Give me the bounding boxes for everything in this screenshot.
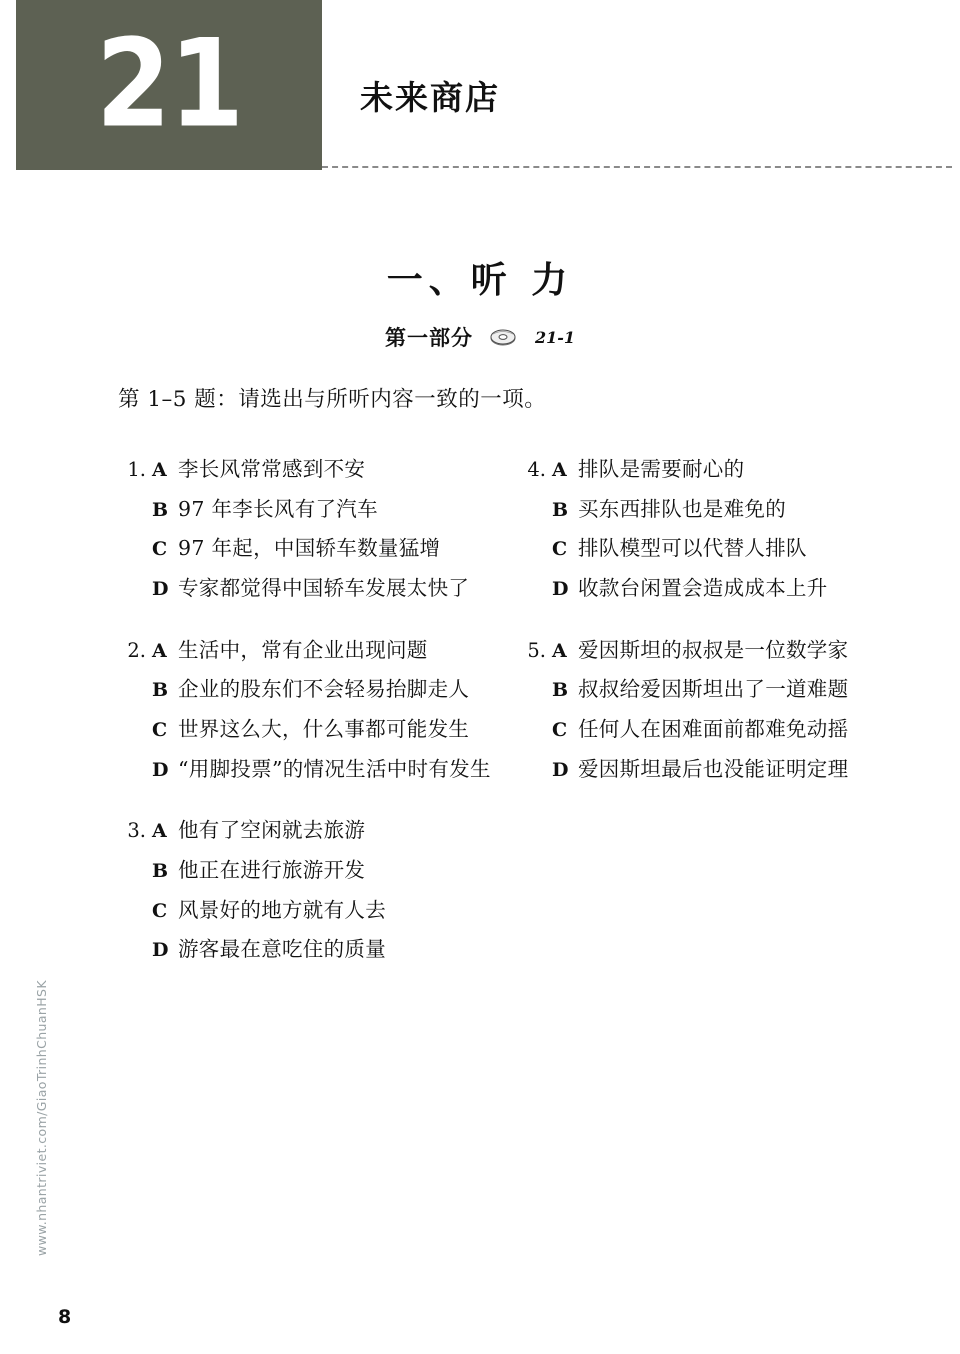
option-letter: B [152, 679, 169, 702]
option-letter: B [552, 679, 569, 702]
question-option-row [116, 756, 516, 784]
option-text: “用脚投票”的情况生活中时有发生 [178, 756, 491, 781]
question-option-row [116, 936, 516, 964]
question-item [516, 456, 916, 603]
option-letter: C [152, 719, 168, 742]
question-option-row [516, 756, 916, 784]
question-item [516, 637, 916, 784]
option-text: 世界这么大，什么事都可能发生 [178, 717, 470, 742]
question-option-row [116, 817, 516, 845]
option-text: 企业的股东们不会轻易抬脚走人 [178, 677, 470, 702]
question-column-right [516, 456, 916, 817]
option-text: 买东西排队也是难免的 [578, 496, 786, 521]
option-letter: D [552, 758, 569, 781]
option-letter: A [152, 820, 167, 843]
header-dashed-divider [322, 166, 952, 168]
option-text: 97 年李长风有了汽车 [178, 496, 378, 521]
question-item [116, 817, 516, 964]
option-letter: D [152, 758, 169, 781]
option-text: 他有了空闲就去旅游 [178, 818, 366, 843]
option-text: 爱因斯坦的叔叔是一位数学家 [578, 637, 849, 662]
option-letter: A [552, 459, 567, 481]
question-option-row [516, 575, 916, 603]
question-option-row [516, 456, 916, 484]
option-letter: D [152, 578, 169, 601]
page-number: 8 [58, 1306, 72, 1328]
question-item [116, 637, 516, 784]
option-letter: A [152, 639, 167, 662]
option-letter: C [552, 538, 568, 561]
instruction-text: 第 1–5 题：请选出与所听内容一致的一项。 [118, 387, 547, 412]
option-text: 生活中，常有企业出现问题 [178, 637, 428, 662]
option-letter: B [552, 498, 569, 521]
option-text: 收款台闲置会造成成本上升 [578, 576, 828, 601]
question-column-left [116, 456, 516, 998]
option-letter: C [152, 899, 168, 922]
part-label: 第一部分 [384, 326, 473, 350]
question-option-row [516, 676, 916, 704]
option-text: 任何人在困难面前都难免动摇 [578, 717, 849, 742]
option-text: 排队模型可以代替人排队 [578, 536, 807, 561]
question-option-row [116, 637, 516, 665]
chapter-header-band [16, 0, 322, 170]
option-text: 游客最在意吃住的质量 [178, 937, 386, 962]
audio-disc-icon [489, 327, 519, 347]
option-letter: B [152, 498, 169, 521]
option-text: 97 年起，中国轿车数量猛增 [178, 536, 441, 561]
question-number: 5. [527, 638, 546, 662]
option-text: 叔叔给爱因斯坦出了一道难题 [578, 677, 849, 702]
question-option-row [116, 897, 516, 925]
question-number: 1. [127, 458, 146, 481]
option-letter: C [152, 538, 168, 561]
question-option-row [516, 496, 916, 524]
chapter-number: 21 [95, 14, 243, 155]
question-option-row [116, 575, 516, 603]
option-letter: D [152, 939, 169, 962]
option-text: 排队是需要耐心的 [578, 457, 745, 481]
question-option-row [516, 535, 916, 563]
question-option-row [116, 496, 516, 524]
question-option-row [116, 456, 516, 484]
option-text: 他正在进行旅游开发 [178, 858, 366, 883]
question-number: 2. [127, 638, 146, 662]
question-number: 3. [127, 819, 146, 843]
option-text: 专家都觉得中国轿车发展太快了 [178, 576, 470, 601]
chapter-title: 未来商店 [360, 78, 500, 117]
option-letter: D [552, 578, 569, 601]
option-text: 爱因斯坦最后也没能证明定理 [578, 756, 849, 781]
question-option-row [116, 716, 516, 744]
option-letter: C [552, 719, 568, 742]
audio-track-number: 21-1 [534, 327, 576, 347]
option-text: 风景好的地方就有人去 [178, 897, 386, 922]
question-number: 4. [527, 458, 546, 481]
option-letter: A [152, 459, 167, 481]
question-item [116, 456, 516, 603]
question-option-row [116, 535, 516, 563]
option-letter: A [552, 639, 567, 662]
part-heading-row [0, 322, 960, 352]
option-letter: B [152, 860, 169, 883]
question-option-row [516, 716, 916, 744]
side-watermark: www.nhantriviet.com/GiaoTrinhChuanHSK [34, 980, 49, 1256]
section-title: 一、听 力 [386, 260, 574, 301]
question-option-row [116, 857, 516, 885]
option-text: 李长风常常感到不安 [178, 457, 366, 481]
question-option-row [516, 637, 916, 665]
question-option-row [116, 676, 516, 704]
